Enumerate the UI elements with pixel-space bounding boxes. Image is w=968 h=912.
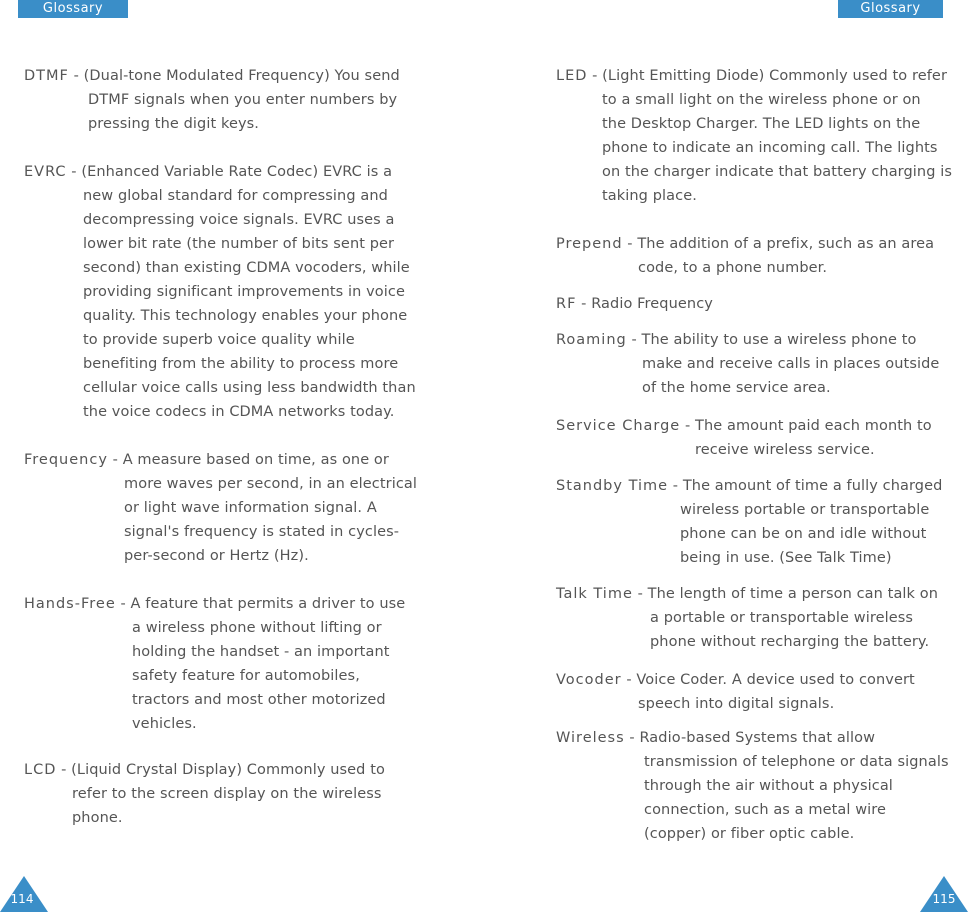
definition-line: the voice codecs in CDMA networks today.: [83, 404, 395, 420]
glossary-entry: [556, 328, 939, 400]
definition-line: (Dual-tone Modulated Frequency) You send: [83, 68, 400, 84]
definition-line: of the home service area.: [642, 380, 831, 396]
definition-line: phone.: [72, 810, 123, 826]
glossary-term: DTMF: [24, 68, 69, 84]
definition-line: the Desktop Charger. The LED lights on the: [602, 116, 921, 132]
glossary-term: Talk Time: [556, 586, 633, 602]
definition-line: phone to indicate an incoming call. The lights: [602, 140, 938, 156]
definition-line: The amount of time a fully charged: [682, 478, 943, 494]
term-separator: -: [576, 296, 592, 312]
glossary-term: Service Charge: [556, 418, 681, 434]
definition-line: The addition of a prefix, such as an area: [637, 236, 935, 252]
definition-line: benefiting from the ability to process more: [83, 356, 399, 372]
definition-line: through the air without a physical: [644, 778, 893, 794]
glossary-entry: [556, 414, 932, 462]
definition-line: phone can be on and idle without: [680, 526, 927, 542]
definition-line: (Light Emitting Diode) Commonly used to refer: [602, 68, 948, 84]
definition-line: Radio-based Systems that allow: [639, 730, 876, 746]
definition-line: or light wave information signal. A: [124, 500, 377, 516]
definition-line: cellular voice calls using less bandwidth than: [83, 380, 416, 396]
definition-line: tractors and most other motorized: [132, 692, 386, 708]
glossary-term: LCD: [24, 762, 57, 778]
definition-line: DTMF signals when you enter numbers by: [88, 92, 398, 108]
definition-line: A measure based on time, as one or: [122, 452, 389, 468]
glossary-term: Prepend: [556, 236, 623, 252]
glossary-tab-right: Glossary: [838, 0, 943, 18]
glossary-term: EVRC: [24, 164, 67, 180]
definition-line: (copper) or fiber optic cable.: [644, 826, 855, 842]
term-separator: -: [668, 478, 683, 494]
definition-line: pressing the digit keys.: [88, 116, 260, 132]
glossary-entry: [24, 758, 385, 830]
term-separator: -: [66, 164, 82, 180]
definition-line: providing significant improvements in voice: [83, 284, 406, 300]
term-separator: -: [587, 68, 603, 84]
glossary-tab-left: Glossary: [18, 0, 128, 18]
definition-line: to provide superb voice quality while: [83, 332, 355, 348]
definition-line: The ability to use a wireless phone to: [641, 332, 917, 348]
definition-line: a portable or transportable wireless: [650, 610, 914, 626]
term-separator: -: [632, 586, 648, 602]
glossary-entry: [556, 292, 713, 316]
glossary-entry: [556, 474, 942, 570]
definition-line: quality. This technology enables your phone: [83, 308, 408, 324]
glossary-term: Vocoder: [556, 672, 622, 688]
definition-line: decompressing voice signals. EVRC uses a: [83, 212, 395, 228]
glossary-term: Wireless: [556, 730, 625, 746]
definition-line: transmission of telephone or data signals: [644, 754, 949, 770]
definition-line: more waves per second, in an electrical: [124, 476, 418, 492]
definition-line: lower bit rate (the number of bits sent per: [83, 236, 395, 252]
glossary-entry: [24, 64, 400, 136]
definition-line: wireless portable or transportable: [680, 502, 930, 518]
term-separator: -: [56, 762, 72, 778]
definition-line: code, to a phone number.: [638, 260, 828, 276]
definition-line: speech into digital signals.: [638, 696, 835, 712]
glossary-term: Standby Time: [556, 478, 669, 494]
definition-line: receive wireless service.: [695, 442, 875, 458]
page-number-left: 114: [10, 892, 34, 906]
glossary-term: RF: [556, 296, 577, 312]
glossary-entry: [556, 726, 949, 846]
glossary-entry: [556, 582, 938, 654]
glossary-term: Roaming: [556, 332, 627, 348]
definition-line: second) than existing CDMA vocoders, while: [83, 260, 410, 276]
glossary-entry: [556, 668, 915, 716]
definition-line: signal's frequency is stated in cycles-: [124, 524, 400, 540]
term-separator: -: [621, 672, 637, 688]
definition-line: vehicles.: [132, 716, 197, 732]
glossary-entry: [24, 592, 405, 736]
definition-line: refer to the screen display on the wireless: [72, 786, 382, 802]
glossary-term: LED: [556, 68, 588, 84]
glossary-entry: [24, 160, 416, 424]
definition-line: safety feature for automobiles,: [132, 668, 360, 684]
glossary-entry: [556, 232, 934, 280]
definition-line: (Enhanced Variable Rate Codec) EVRC is a: [81, 164, 393, 180]
definition-line: The amount paid each month to: [695, 418, 932, 434]
definition-line: A feature that permits a driver to use: [130, 596, 406, 612]
definition-line: (Liquid Crystal Display) Commonly used to: [71, 762, 385, 778]
glossary-term: Hands-Free: [24, 596, 116, 612]
term-separator: -: [680, 418, 695, 434]
term-separator: -: [68, 68, 84, 84]
definition-line: taking place.: [602, 188, 697, 204]
definition-line: a wireless phone without lifting or: [132, 620, 382, 636]
term-separator: -: [626, 332, 642, 348]
definition-line: make and receive calls in places outside: [642, 356, 940, 372]
term-separator: -: [624, 730, 640, 746]
glossary-entry: [556, 64, 952, 208]
definition-line: on the charger indicate that battery charging is: [602, 164, 953, 180]
term-separator: -: [107, 452, 123, 468]
term-separator: -: [622, 236, 638, 252]
definition-line: connection, such as a metal wire: [644, 802, 887, 818]
definition-line: Voice Coder. A device used to convert: [636, 672, 915, 688]
definition-line: per-second or Hertz (Hz).: [124, 548, 309, 564]
definition-line: Radio Frequency: [591, 296, 713, 312]
page-number-right: 115: [932, 892, 956, 906]
definition-line: phone without recharging the battery.: [650, 634, 930, 650]
glossary-entry: [24, 448, 417, 568]
glossary-term: Frequency: [24, 452, 108, 468]
definition-line: holding the handset - an important: [132, 644, 390, 660]
definition-line: The length of time a person can talk on: [647, 586, 939, 602]
term-separator: -: [115, 596, 131, 612]
definition-line: being in use. (See Talk Time): [680, 550, 892, 566]
definition-line: new global standard for compressing and: [83, 188, 388, 204]
definition-line: to a small light on the wireless phone or on: [602, 92, 921, 108]
